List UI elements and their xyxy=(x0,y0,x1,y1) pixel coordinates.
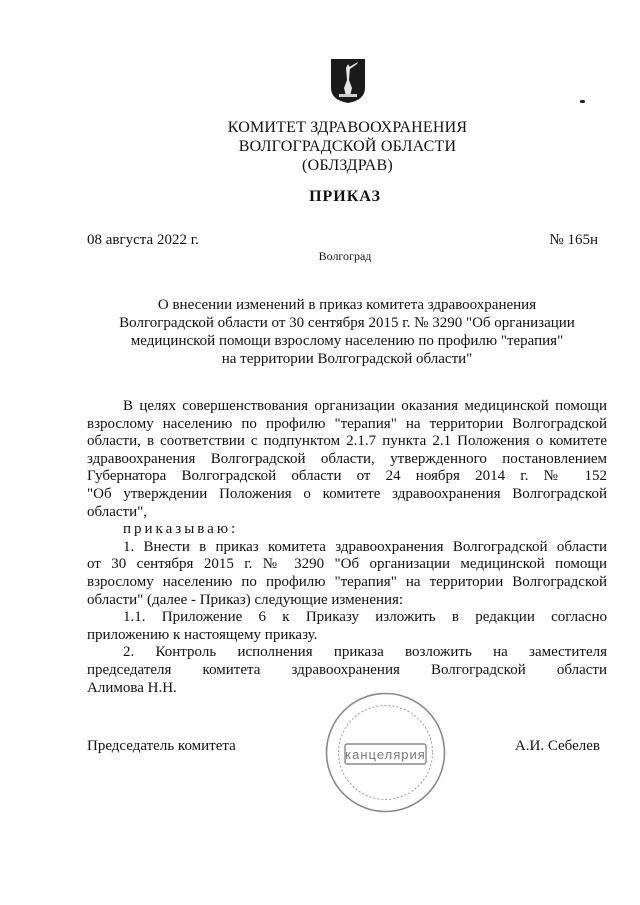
body-line: области" (далее - Приказ) следующие изменения: xyxy=(87,591,404,608)
body-line: председателя комитета здравоохранения Волгоградской области xyxy=(87,661,607,678)
signatory-name: А.И. Себелев xyxy=(514,738,600,754)
signatory-position: Председатель комитета xyxy=(87,738,236,754)
subject-line: Волгоградской области от 30 сентября 2015 г. № 3290 "Об организации xyxy=(119,315,575,331)
city-name: Волгоград xyxy=(318,249,372,263)
subject-line: медицинской помощи взрослому населению по профилю "терапия" xyxy=(130,333,564,349)
body-line: В целях совершенствования организации оказания медицинской помощи xyxy=(123,398,607,414)
subject-line: на территории Волгоградской области" xyxy=(221,351,473,367)
body-line: "Об утверждении Положения о комитете здравоохранения Волгоградской xyxy=(87,485,607,502)
body-line: 2. Контроль исполнения приказа возложить на заместителя xyxy=(123,644,607,661)
document-body xyxy=(87,398,607,697)
document-date: 08 августа 2022 г. xyxy=(87,232,199,248)
org-line-1: КОМИТЕТ ЗДРАВООХРАНЕНИЯ xyxy=(227,119,468,136)
volgograd-emblem-icon xyxy=(330,58,366,104)
subject-line: О внесении изменений в приказ комитета здравоохранения xyxy=(157,297,537,313)
organization-name xyxy=(0,118,640,175)
body-line: приложению к настоящему приказу. xyxy=(87,626,318,643)
office-stamp-icon xyxy=(323,690,448,815)
order-word: приказываю: xyxy=(123,521,239,538)
body-line: 1. Внести в приказ комитета здравоохранения Волгоградской области xyxy=(123,538,607,555)
body-line: области, в соответствии с подпунктом 2.1.7 пункта 2.1 Положения о комитете xyxy=(87,433,607,450)
body-line: взрослому населению по профилю "терапия" на территории Волгоградской xyxy=(87,573,607,590)
body-line: 1.1. Приложение 6 к Приказу изложить в редакции согласно xyxy=(123,609,607,626)
document-number: № 165н xyxy=(549,232,598,248)
document-type: ПРИКАЗ xyxy=(309,188,381,205)
body-line: взрослому населению по профилю "терапия" на территории Волгоградской xyxy=(87,415,607,432)
body-line: здравоохранения Волгоградской области, утвержденного постановлением xyxy=(87,450,607,467)
body-line: Алимова Н.Н. xyxy=(87,679,177,696)
order-word-line xyxy=(87,521,607,539)
org-line-3: (ОБЛЗДРАВ) xyxy=(302,157,393,174)
stamp-center-text: канцелярия xyxy=(345,747,426,762)
body-line: Губернатора Волгоградской области от 24 ноября 2014 г. № 152 xyxy=(87,468,607,485)
body-line: от 30 сентября 2015 г. № 3290 "Об организации медицинской помощи xyxy=(87,556,607,573)
document-title xyxy=(0,188,640,206)
org-line-2: ВОЛГОГРАДСКОЙ ОБЛАСТИ xyxy=(238,138,457,155)
document-subject xyxy=(87,296,607,368)
body-line: области", xyxy=(87,503,148,520)
document-city xyxy=(0,249,640,264)
scan-speck xyxy=(580,100,585,103)
